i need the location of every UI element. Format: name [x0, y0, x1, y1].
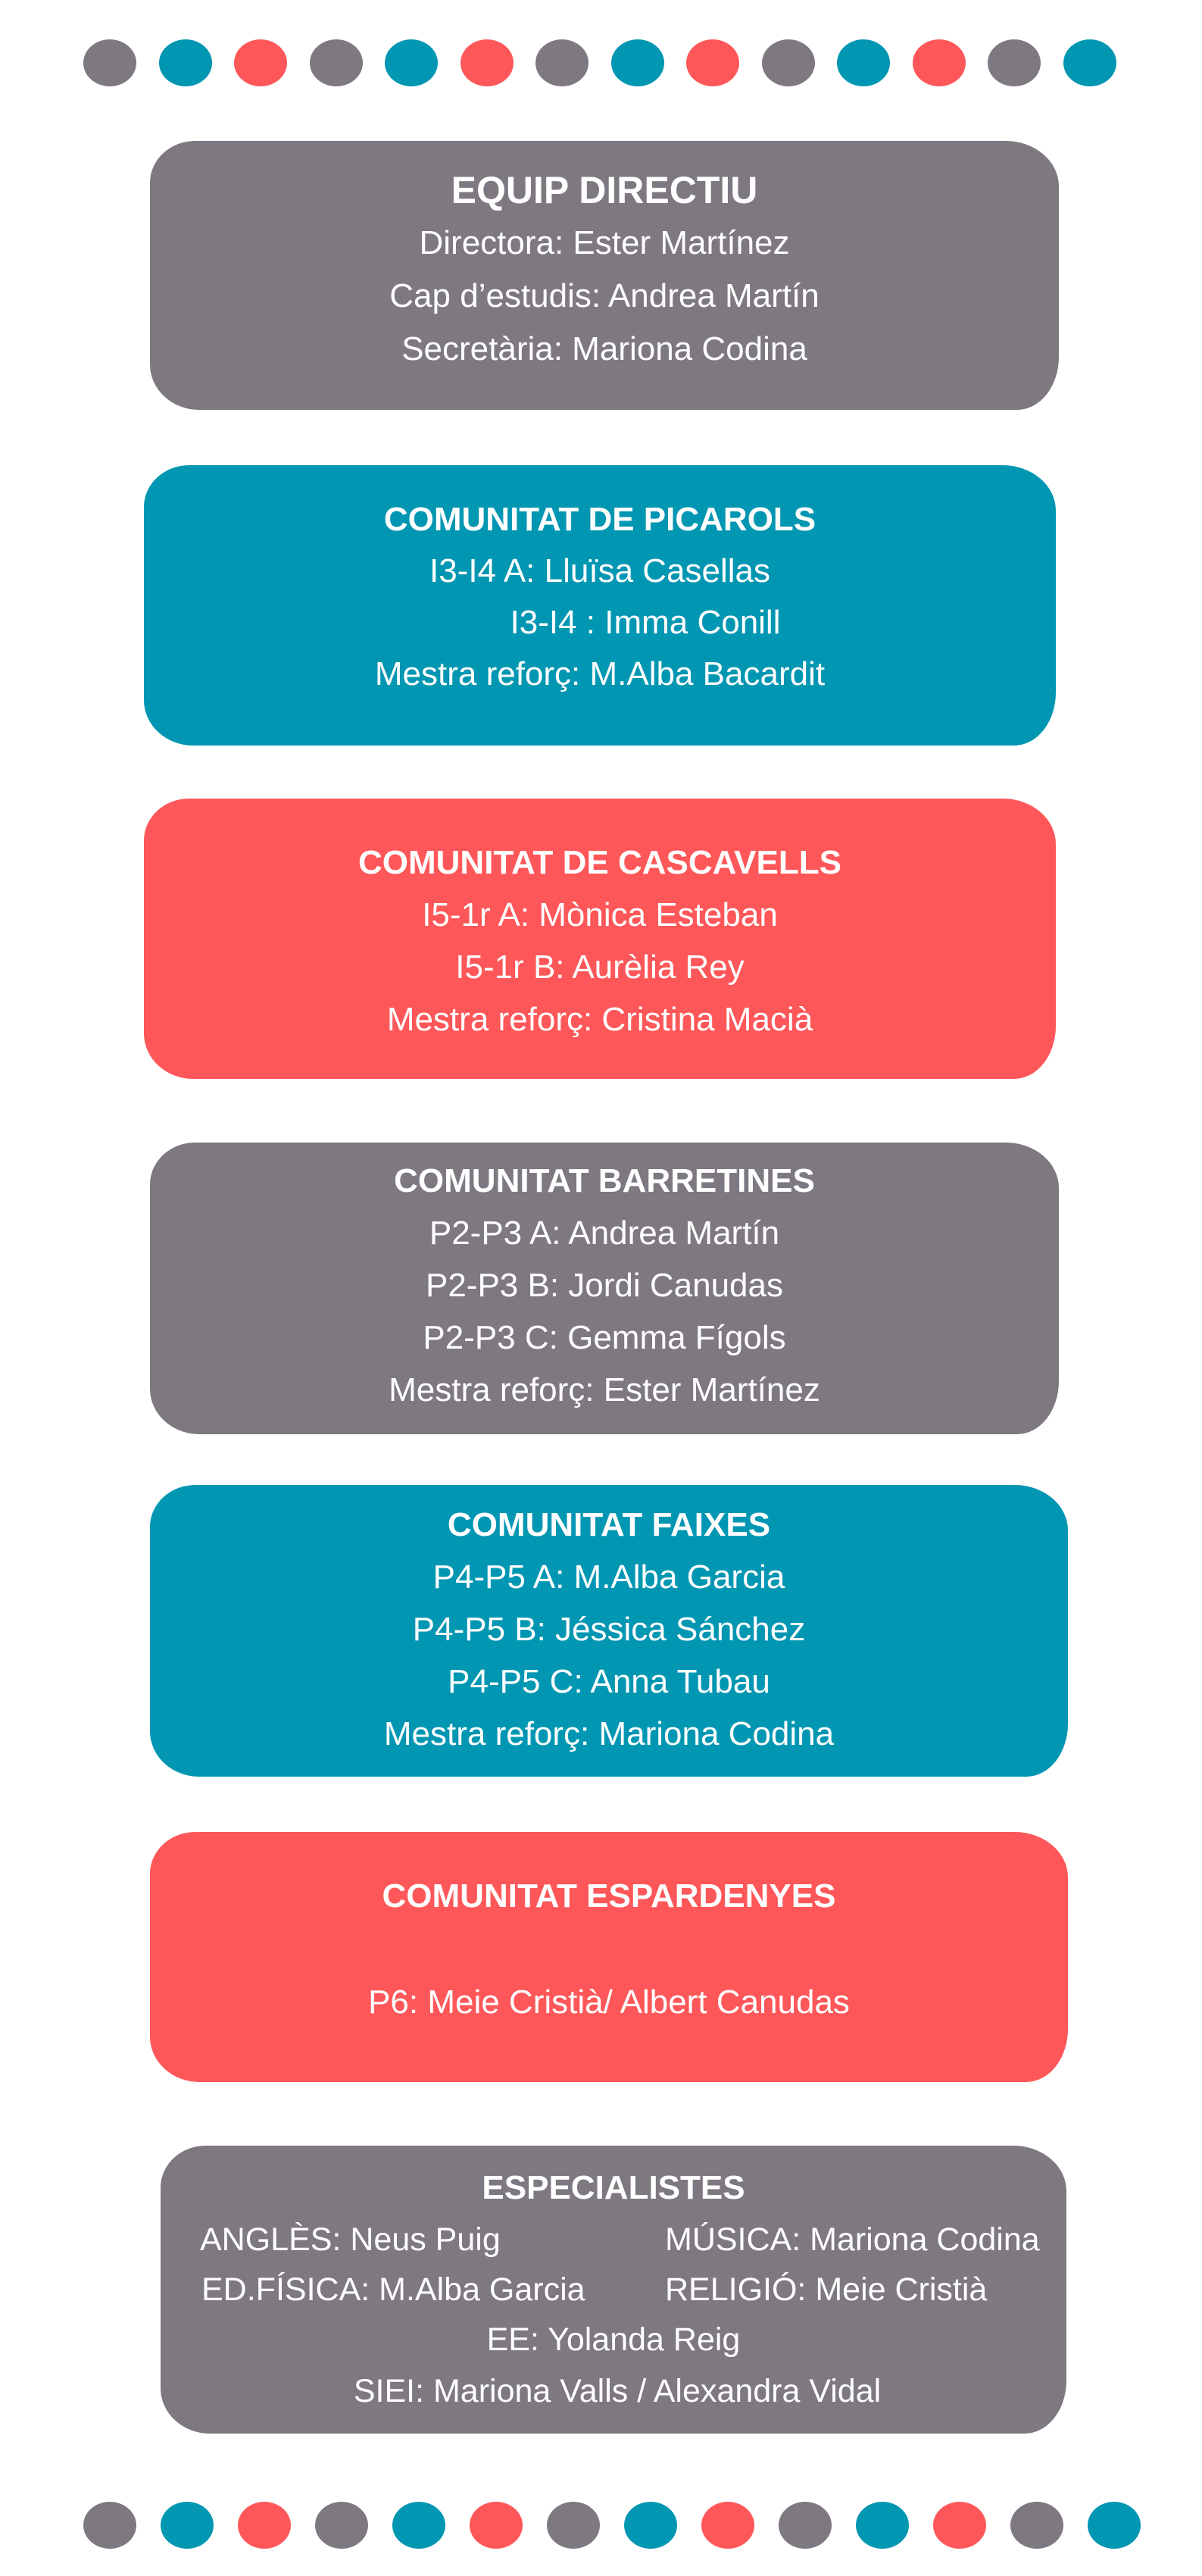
decorative-dot	[234, 39, 287, 86]
decorative-dot	[624, 2502, 677, 2549]
decorative-dot	[779, 2502, 832, 2549]
decorative-dot	[686, 39, 739, 86]
bottom-dots-row	[0, 2493, 1202, 2561]
specialist-siei: SIEI: Mariona Valls / Alexandra Vidal	[353, 2373, 882, 2409]
card-line: P2-P3 C: Gemma Fígols	[423, 1319, 786, 1356]
decorative-dot	[238, 2502, 291, 2549]
card-equip-directiu	[150, 141, 1059, 410]
specialist-musica: MÚSICA: Mariona Codina	[665, 2221, 1040, 2258]
card-line: Directora: Ester Martínez	[419, 224, 790, 261]
decorative-dot	[837, 39, 890, 86]
decorative-dot	[762, 39, 815, 86]
top-dots-row	[0, 30, 1202, 98]
card-especialistes	[161, 2146, 1066, 2434]
card-line: Cap d’estudis: Andrea Martín	[389, 277, 820, 314]
card-line: I5-1r A: Mònica Esteban	[422, 896, 778, 933]
card-title: COMUNITAT ESPARDENYES	[382, 1877, 836, 1915]
card-comunitat-cascavells	[144, 799, 1056, 1079]
decorative-dot	[913, 39, 966, 86]
decorative-dot	[83, 2502, 136, 2549]
decorative-dot	[159, 39, 212, 86]
card-comunitat-picarols	[144, 465, 1056, 746]
decorative-dot	[856, 2502, 909, 2549]
decorative-dot	[470, 2502, 523, 2549]
decorative-dot	[535, 39, 589, 86]
decorative-dot	[392, 2502, 445, 2549]
specialist-ee: EE: Yolanda Reig	[486, 2321, 741, 2358]
card-comunitat-espardenyes	[150, 1832, 1068, 2082]
specialist-angles: ANGLÈS: Neus Puig	[200, 2221, 501, 2258]
decorative-dot	[701, 2502, 754, 2549]
decorative-dot	[1010, 2502, 1063, 2549]
card-line: I3-I4 : Imma Conill	[510, 604, 781, 641]
card-line: Mestra reforç: Ester Martínez	[389, 1371, 820, 1408]
card-line: Mestra reforç: M.Alba Bacardit	[374, 655, 826, 692]
card-line: P4-P5 A: M.Alba Garcia	[432, 1558, 785, 1596]
card-title: EQUIP DIRECTIU	[451, 169, 758, 211]
decorative-dot	[1063, 39, 1116, 86]
card-title: COMUNITAT DE PICAROLS	[383, 501, 816, 538]
decorative-dot	[161, 2502, 214, 2549]
card-title: COMUNITAT BARRETINES	[394, 1162, 815, 1199]
decorative-dot	[988, 39, 1041, 86]
decorative-dot	[315, 2502, 368, 2549]
card-line: I3-I4 A: Lluïsa Casellas	[429, 552, 770, 589]
decorative-dot	[461, 39, 514, 86]
decorative-dot	[385, 39, 438, 86]
card-comunitat-barretines	[150, 1143, 1059, 1434]
card-line: P2-P3 A: Andrea Martín	[429, 1215, 780, 1252]
decorative-dot	[83, 39, 136, 86]
card-line: P6: Meie Cristià/ Albert Canudas	[368, 1984, 850, 2021]
decorative-dot	[933, 2502, 986, 2549]
card-line: Mestra reforç: Mariona Codina	[383, 1715, 835, 1752]
decorative-dot	[1088, 2502, 1141, 2549]
decorative-dot	[547, 2502, 600, 2549]
decorative-dot	[611, 39, 664, 86]
decorative-dot	[310, 39, 363, 86]
card-line: P2-P3 B: Jordi Canudas	[425, 1267, 784, 1304]
specialist-edfisica: ED.FÍSICA: M.Alba Garcia	[201, 2271, 585, 2308]
card-line: I5-1r B: Aurèlia Rey	[455, 949, 745, 986]
specialist-religio: RELIGIÓ: Meie Cristià	[665, 2271, 988, 2308]
card-line: Mestra reforç: Cristina Macià	[386, 1001, 813, 1038]
card-title: COMUNITAT DE CASCAVELLS	[358, 844, 841, 881]
card-title: COMUNITAT FAIXES	[447, 1506, 771, 1543]
card-line: P4-P5 B: Jéssica Sánchez	[412, 1611, 806, 1648]
card-comunitat-faixes	[150, 1485, 1068, 1777]
card-line: P4-P5 C: Anna Tubau	[448, 1663, 770, 1700]
card-title: ESPECIALISTES	[482, 2169, 745, 2206]
card-line: Secretària: Mariona Codina	[401, 330, 807, 367]
